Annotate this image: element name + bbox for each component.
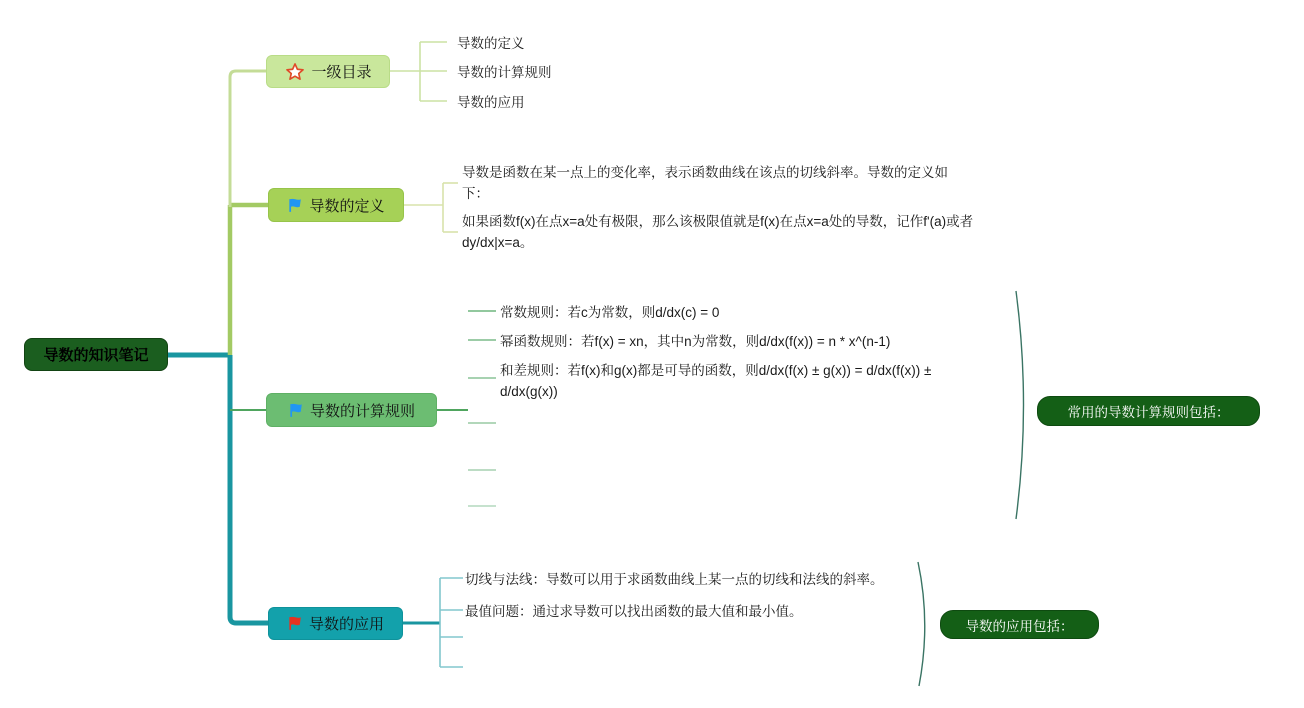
branch-node-toc[interactable] <box>266 55 390 88</box>
rules-summary-label: 常用的导数计算规则包括： <box>1067 405 1230 420</box>
branch-label: 导数的计算规则 <box>309 402 415 420</box>
rules-child-power[interactable]: 幂函数规则：若f(x) = xn，其中n为常数，则d/dx(f(x)) = n * x^(n-1) <box>500 334 891 349</box>
rules-summary[interactable] <box>1037 396 1260 426</box>
branch-node-rules[interactable] <box>266 393 437 427</box>
blue-flag-icon <box>288 402 305 419</box>
root-node-label: 导数的知识笔记 <box>43 347 149 364</box>
branch-node-definition[interactable] <box>268 188 404 222</box>
toc-child-rules[interactable]: 导数的计算规则 <box>457 65 552 80</box>
branch-node-applications[interactable] <box>268 607 403 640</box>
applications-child-extrema[interactable]: 最值问题：通过求导数可以找出函数的最大值和最小值。 <box>465 604 803 619</box>
applications-summary-label: 导数的应用包括： <box>965 618 1074 634</box>
connector-applications-stubs <box>440 578 463 667</box>
definition-child-intro[interactable]: 导数是函数在某一点上的变化率，表示函数曲线在该点的切线斜率。导数的定义如下： <box>462 165 948 201</box>
branch-label: 导数的应用 <box>308 616 384 633</box>
definition-child-formal[interactable]: 如果函数f(x)在点x=a处有极限，那么该极限值就是f(x)在点x=a处的导数，记作f'(a)或者dy/dx|x=a。 <box>462 214 974 250</box>
rules-child-constant[interactable]: 常数规则：若c为常数，则d/dx(c) = 0 <box>500 305 720 320</box>
connector-definition-children <box>404 183 458 232</box>
rules-child-sum-difference[interactable]: 和差规则：若f(x)和g(x)都是可导的函数，则d/dx(f(x) ± g(x)) = d/dx(f(x)) ± d/dx(g(x)) <box>500 363 932 399</box>
applications-summary[interactable] <box>940 610 1099 639</box>
connector-trunk-toc <box>230 71 266 207</box>
toc-child-definition[interactable]: 导数的定义 <box>457 36 525 51</box>
applications-summary-brace <box>918 562 925 686</box>
blue-flag-icon <box>287 197 304 214</box>
toc-child-applications[interactable]: 导数的应用 <box>457 95 525 110</box>
applications-child-tangent[interactable]: 切线与法线：导数可以用于求函数曲线上某一点的切线和法线的斜率。 <box>465 572 884 587</box>
rules-summary-brace <box>1016 291 1024 519</box>
connector-trunk-applications <box>230 355 268 623</box>
red-flag-icon <box>287 615 304 632</box>
branch-label: 导数的定义 <box>309 197 385 215</box>
branch-label: 一级目录 <box>311 64 372 81</box>
root-node[interactable] <box>24 338 168 371</box>
connector-toc-children <box>390 42 447 101</box>
connector-rules-stubs <box>468 311 496 506</box>
star-icon <box>284 61 306 83</box>
